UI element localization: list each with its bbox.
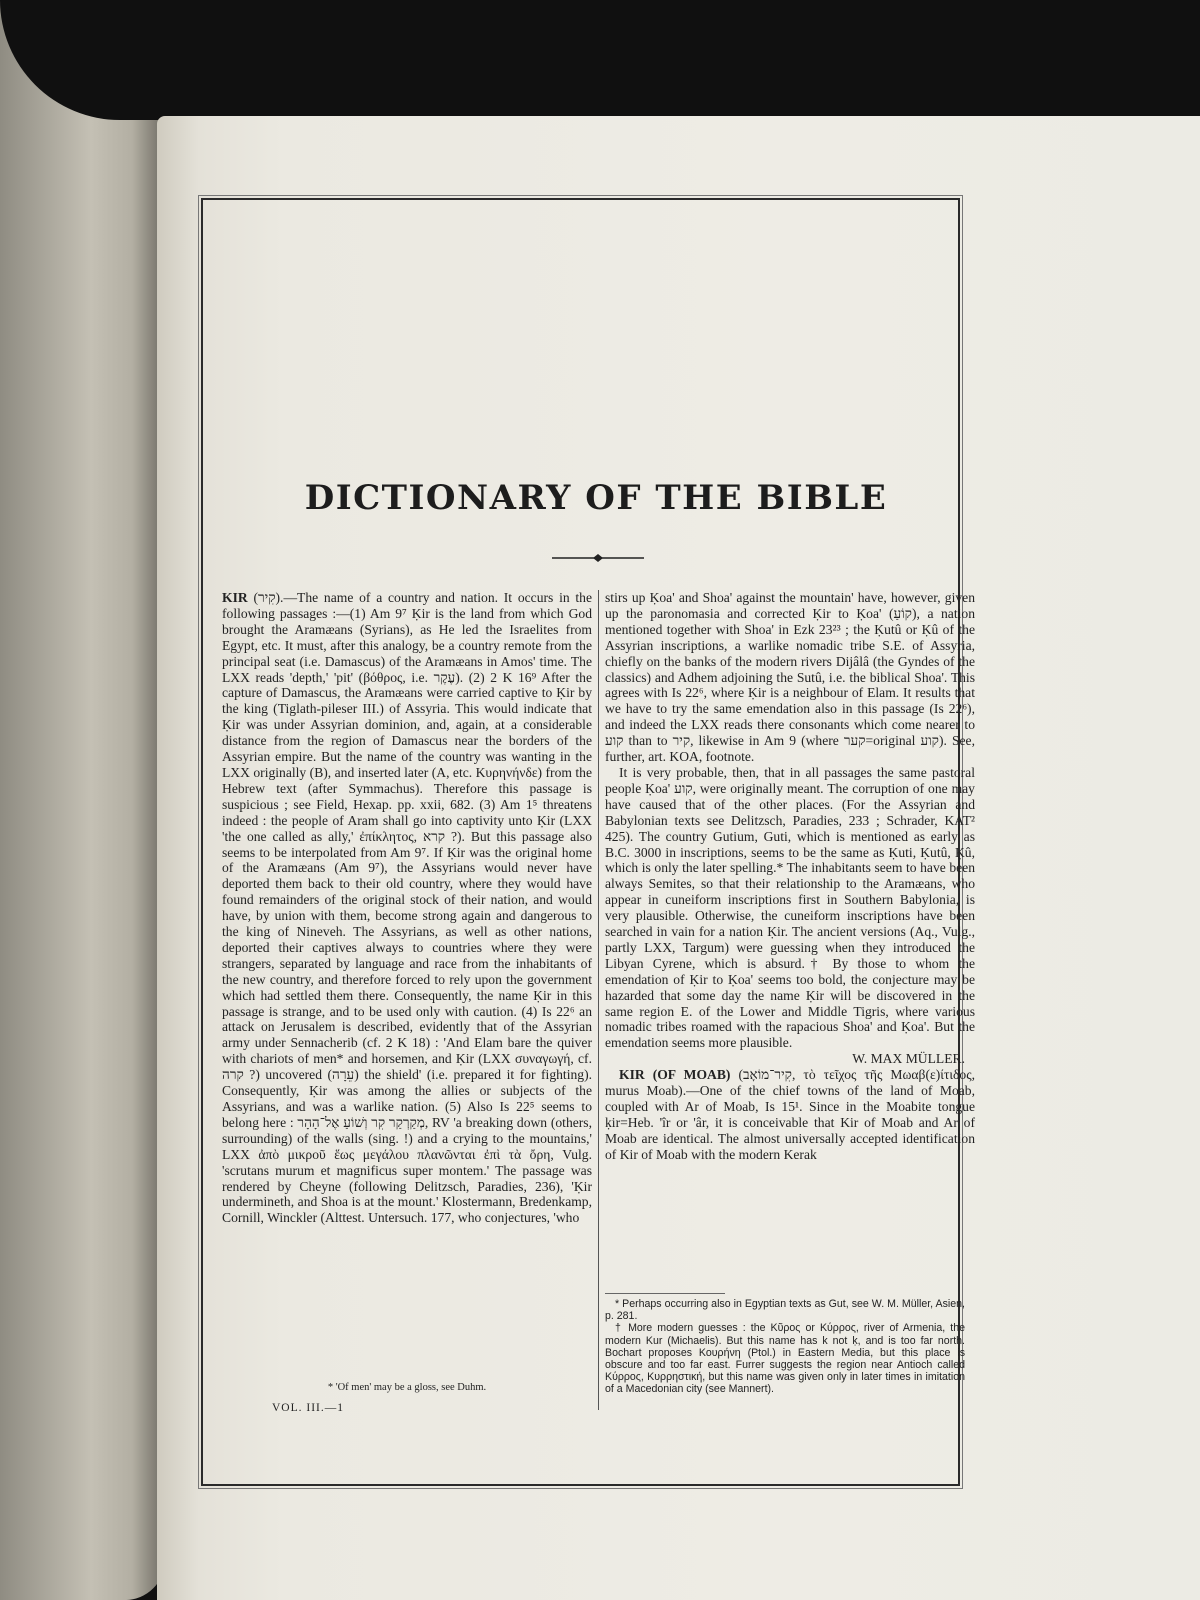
headword-kir: KIR (222, 590, 248, 605)
volume-signature-mark: VOL. III.—1 (272, 1402, 344, 1414)
entry-kir (222, 590, 592, 1226)
right-paragraph-1: stirs up Ḳoa' and Shoa' against the mountain' have, however, given up the paronomasia and corrected Ḳir to Ḳoa' (קוֹעַ), a nation mentioned together with Shoa' in Ezk 23²³ ; the Ḳutû or Ḳû of the Assyrian inscriptions, a warlike nomadic tribe S.E. of Assyria, chiefly on the banks of the modern rivers Dijâlâ (the Gyndes of the classics) and Adhem adjoining the Sutû, i.e. the biblical Shoa'. This agrees with Is 22⁶, where Ḳir is a neighbour of Elam. It results that we have to try the same emendation also in this passage (Is 22⁶), and indeed the LXX reads there consonants which come nearer to קוע than to קיר, likewise in Am 9 (where קער=original קוע). See, further, art. KOA, footnote. (605, 590, 975, 765)
entry-kir-of-moab-text: (קִיר־מוֹאָב, τὸ τεῖχος τῆς Μωαβ(ε)ίτιδος, murus Moab).—One of the chief towns of the land of Moab, coupled with Ar of Moab, Is 15¹. Since in the Moabite tongue ḳir=Heb. 'îr or 'âr, it is conceivable that Kir of Moab and Ar of Moab are identical. The almost universally accepted identification of Kir of Moab with the modern Kerak (605, 1067, 975, 1162)
left-page-edge (0, 0, 165, 1600)
footnote-asterisk: * Perhaps occurring also in Egyptian texts as Gut, see W. M. Müller, Asien, p. 281. (605, 1298, 965, 1323)
right-column (605, 590, 975, 1390)
footnote-dagger: † More modern guesses : the Κῦρος or Κύρρος, river of Armenia, the modern Kur (Michaelis). But this name has k not ḳ, and is too far north. Bochart proposes Κουρήνη (Ptol.) in Eastern Media, but this place is obscure and too far east. Furrer suggests the region near Antioch called Κύρρος, Κυρρηστική, but this name was given only in later times in imitation of a Macedonian city (see Mannert). (605, 1322, 965, 1396)
author-signature: W. MAX MÜLLER. (852, 1051, 965, 1067)
title-ornament (552, 552, 644, 564)
headword-hebrew: (קִיר). (253, 590, 284, 605)
entry-kir-of-moab (605, 1067, 975, 1162)
right-footnotes (605, 1298, 965, 1396)
left-column (222, 590, 592, 1390)
entry-kir-text: —The name of a country and nation. It occurs in the following passages :—(1) Am 9⁷ Ḳir is the land from which God brought the Aramæans (Syrians), as He led the Israelites from Egypt, etc. It must, after this analogy, be a country remote from the principal seat (i.e. Damascus) of the Aramæans in Amos' time. The LXX reads 'depth,' 'pit' (βόθρος, i.e. עֶקֶר). (2) 2 K 16⁹ After the capture of Damascus, the Aramæans were carried captive to Ḳir by the king (Tiglath-pileser III.) of Assyria. This would indicate that Ḳir was under Assyrian dominion, and, again, at a considerable distance from the region of Damascus near the borders of the Assyrian empire. But the name of the country was wanting in the LXX originally (B), and inserted later (A, etc. Κυρηνήνδε) from the Hebrew text (after Symmachus). Therefore this passage is suspicious ; see Field, Hexap. pp. xxii, 682. (3) Am 1⁵ threatens indeed : the people of Aram shall go into captivity unto Ḳir (LXX 'the one called as ally,' ἐπίκλητος, קרא ?). But this passage also seems to be interpolated from Am 9⁷. If Ḳir was the original home of the Aramæans (Am 9⁷), the Assyrians would never have deported them back to their old country, where they would have found remainders of the original stock of their nation, and would have, by union with them, become strong again and dangerous to the king of Nineveh. The Assyrians, as well as other nations, deported their captives always to countries where they were strangers, separated by language and race from the inhabitants of the new country, and therefore forced to rely upon the government which had settled them there. Consequently, the name Ḳir in this passage is strange, and to be used only with caution. (4) Is 22⁶ an attack on Jerusalem is described, evidently that of the Assyrian army under Sennacherib (cf. 2 K 18) : 'And Elam bare the quiver with chariots of men* and horsemen, and Ḳir (LXX συναγωγή, cf. קרה ?) uncovered (עֵרָה) the shield' (i.e. prepared it for fighting). Consequently, Ḳir was among the allies or subjects of the Assyrians, and was a warlike nation. (5) Also Is 22⁵ seems to belong here : מְקַרְקַר קִר וְשׁוֹעַ אֶל־הָהָר, RV 'a breaking down (others, surrounding) of the walls (sing. !) and a crying to the mountains,' LXX ἀπὸ μικροῦ ἕως μεγάλου πλανῶνται ἐπὶ τὰ ὄρη, Vulg. 'scrutans murum et magnificus super montem.' The passage was rendered by Cheyne (following Delitzsch, Paradies, 236), 'Ḳir undermineth, and Shoa is at the mount.' Klostermann, Bredenkamp, Cornill, Winckler (Alttest. Untersuch. 177, who conjectures, 'who (222, 590, 593, 1226)
headword-kir-of-moab: KIR (OF MOAB) (619, 1067, 731, 1083)
right-paragraph-2: It is very probable, then, that in all passages the same pastoral people Ḳoa' קוע, were originally meant. The corruption of one may have caused that of the other places. (For the Assyrian and Babylonian texts see Delitzsch, Paradies, 233 ; Schrader, KAT² 425). The country Gutium, Guti, which is mentioned as early as B.C. 3000 in inscriptions, seems to be the same as Ḳuti, Ḳutû, Ḳû, which is only the later spelling.* The inhabitants seem to have been always Semites, so that their relationship to the Aramæans, who appear in cuneiform inscriptions first in Southern Babylonia, is very plausible. Otherwise, the cuneiform inscriptions have been searched in vain for a nation Ḳir. The ancient versions (Aq., Vulg., partly LXX, Targum) were guessing when they introduced the Libyan Cyrene, which is absurd.† By those to whom the emendation of Ḳir to Ḳoa' seems too bold, the conjecture may be hazarded that some day the name Ḳir will be discovered in the same region E. of the Lower and Middle Tigris, where various nomadic tribes roamed with the rapacious Shoa' and Ḳoa'. But the emendation seems more plausible. (605, 764, 975, 1051)
footnote-rule (605, 1293, 725, 1294)
column-divider (598, 590, 599, 1410)
left-footnote: * 'Of men' may be a gloss, see Duhm. (327, 1382, 487, 1393)
page-title: DICTIONARY OF THE BIBLE (304, 478, 888, 518)
